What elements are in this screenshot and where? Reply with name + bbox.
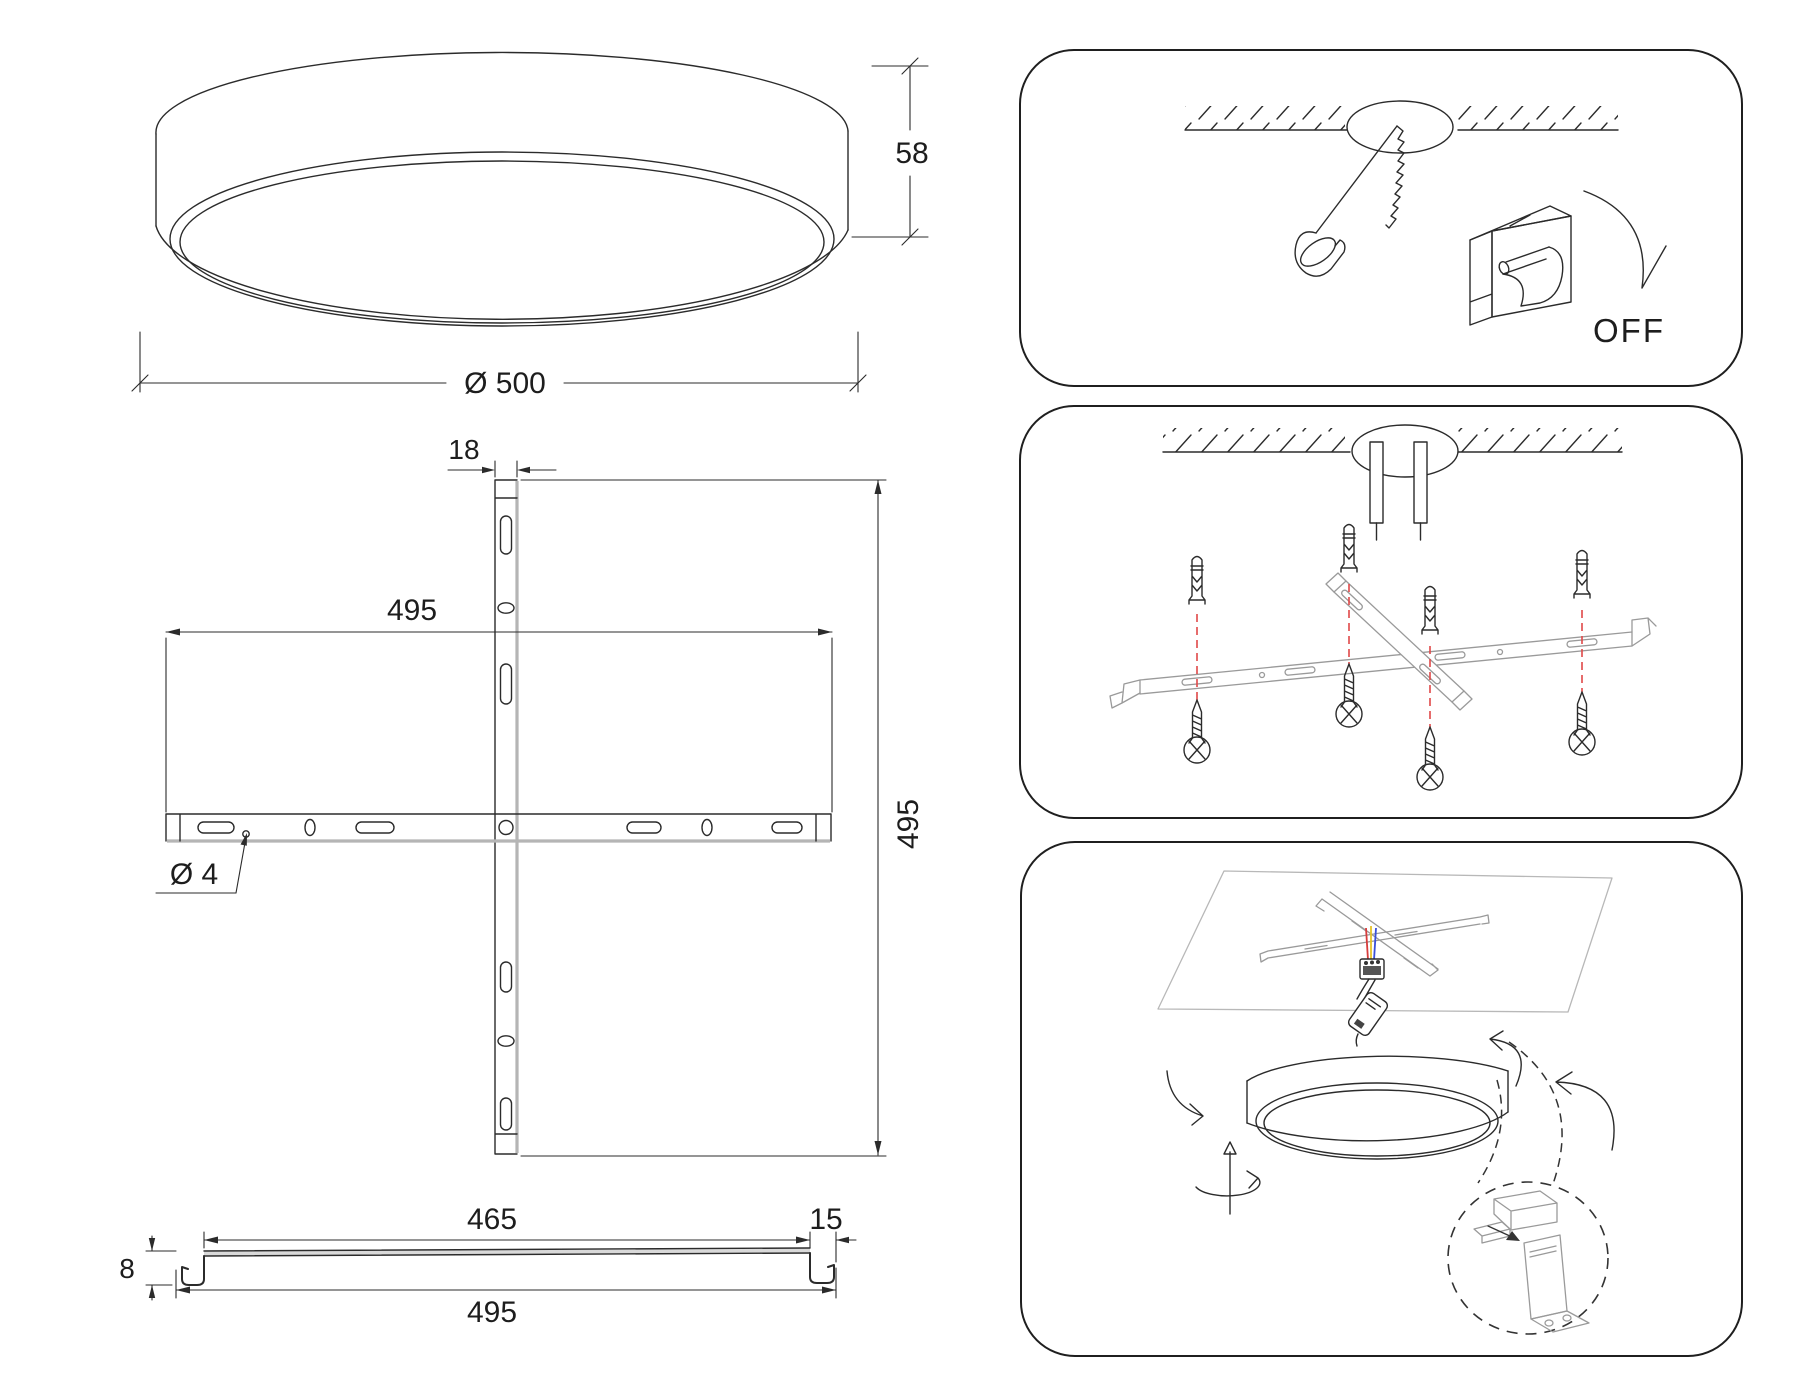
wall-plug-icon — [1341, 525, 1357, 573]
profile-left-hook — [182, 1256, 204, 1285]
blue-wire — [1374, 928, 1376, 960]
step-panel-3 — [1021, 842, 1742, 1356]
led-driver-icon — [1347, 991, 1390, 1038]
red-wire — [1366, 928, 1368, 960]
step-panel-2 — [1020, 406, 1742, 818]
mounting-clip-detail — [1474, 1191, 1589, 1332]
dim-lamp-diameter — [132, 332, 866, 400]
profile-inner-label: 465 — [466, 1203, 518, 1236]
hook-arrow-icon — [1490, 1031, 1521, 1086]
dim-profile-inner — [204, 1203, 810, 1248]
power-off-arrow-icon — [1584, 191, 1666, 288]
dim-profile-thickness — [119, 1236, 176, 1300]
lamp-sides — [156, 131, 848, 230]
dim-cross-height — [521, 480, 925, 1156]
lamp-bottom-edge — [156, 226, 848, 319]
bracket-vertical-strip — [495, 480, 517, 1154]
dim-lamp-height — [852, 58, 929, 245]
lamp-wire — [1356, 1034, 1358, 1046]
switch-rocker — [1497, 247, 1562, 306]
dim-profile-total — [176, 1268, 836, 1329]
wall-plug-icon — [1574, 551, 1590, 599]
profile-thickness-label: 8 — [119, 1253, 135, 1284]
ceiling-hole — [1352, 425, 1458, 477]
step-panel-1 — [1020, 50, 1742, 386]
wire-connector-icon — [1360, 959, 1384, 979]
hook-arrow-icon — [1556, 1072, 1614, 1150]
screw-icon — [1417, 727, 1443, 790]
hole-diameter-label: Ø 4 — [169, 858, 219, 891]
lamp-isometric — [1247, 1056, 1508, 1159]
off-label: OFF — [1593, 312, 1665, 349]
lamp-height-label: 58 — [895, 137, 929, 170]
bracket-profile-view — [119, 1203, 856, 1329]
lamp-diameter-label: Ø 500 — [464, 367, 546, 400]
cross-bracket-front-view — [156, 434, 925, 1156]
profile-right-hook — [810, 1253, 834, 1283]
screw-icon — [1184, 700, 1210, 763]
dim-profile-hook-width — [809, 1203, 856, 1262]
screw-icon — [1569, 692, 1595, 755]
bracket-horizontal-strip — [166, 814, 831, 841]
lamp-diffuser — [180, 161, 824, 323]
cross-length-label: 495 — [386, 594, 438, 627]
light-switch-icon — [1470, 206, 1571, 325]
ceiling-panel — [1158, 871, 1612, 1012]
lamp-top-edge — [156, 52, 848, 134]
profile-total-label: 495 — [466, 1296, 518, 1329]
rotate-arrow-icon — [1196, 1142, 1260, 1214]
detail-view-circle — [1448, 1182, 1608, 1334]
lamp-rim — [170, 152, 834, 326]
profile-hook-width-label: 15 — [809, 1203, 843, 1236]
wall-plug-icon — [1189, 557, 1205, 605]
panel-3-frame — [1021, 842, 1742, 1356]
strip-width-label: 18 — [448, 434, 480, 465]
turn-arrow-icon — [1167, 1071, 1203, 1125]
ceiling-hole — [1347, 101, 1453, 153]
cross-height-label: 495 — [892, 798, 925, 850]
wall-plug-icon — [1422, 587, 1438, 635]
lamp-side-view — [132, 52, 929, 400]
dim-cross-length — [166, 594, 832, 812]
dim-strip-width — [448, 434, 556, 477]
